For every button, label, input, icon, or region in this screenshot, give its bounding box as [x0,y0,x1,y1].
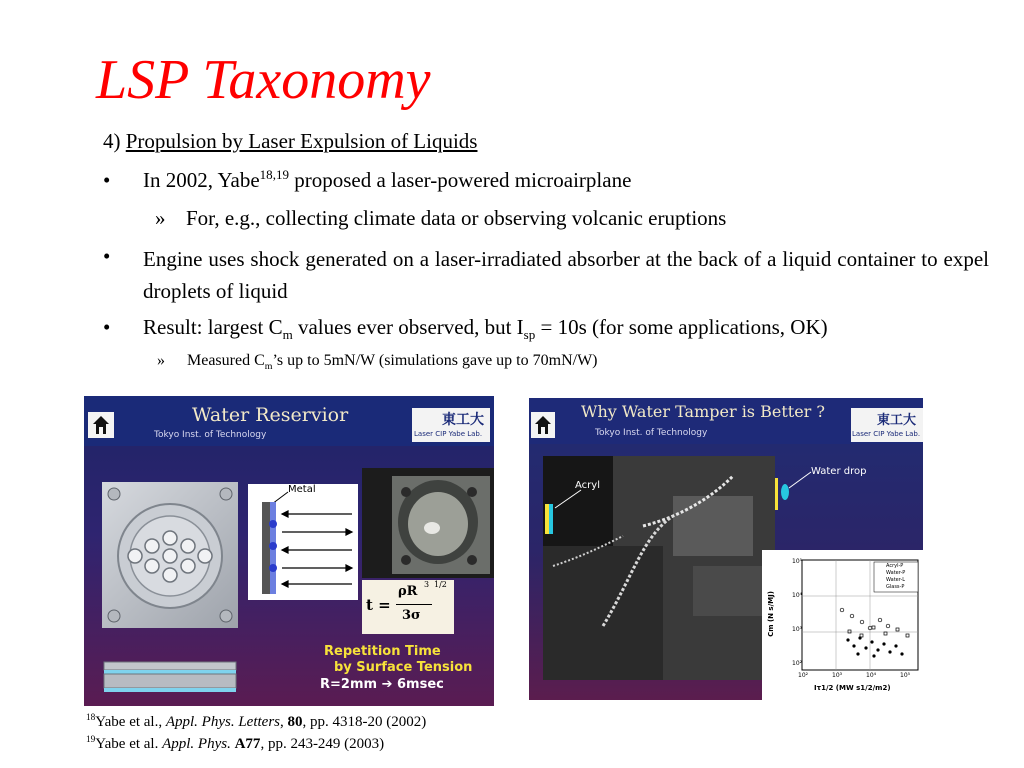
image-title: Why Water Tamper is Better ? [581,402,825,421]
water-tamper-image [529,398,923,700]
citation-superscript: 18,19 [259,167,289,182]
sub-bullet-2 [187,351,598,371]
plot-ytick: 10⁵ [792,558,803,565]
plot-xtick: 10⁵ [900,672,911,679]
plot-legend-item: Water-L [886,577,906,583]
sub-bullet-1: For, e.g., collecting climate data or observing volcanic eruptions [186,206,727,230]
formula-exponent: 1/2 [434,580,447,589]
bullet-2: Engine uses shock generated on a laser-irradiated absorber at the back of a liquid container to expel droplets of liquid [143,247,989,303]
formula-lhs: t = [366,596,391,614]
slide-title: LSP Taxonomy [96,49,431,111]
reference-authors: Yabe et al., [95,714,166,730]
acryl-label: Acryl [575,480,600,491]
plot-ytick: 10⁴ [792,592,803,599]
water-drop-marker [775,478,778,510]
bullet-3-text-mid: values ever observed, but I [292,315,524,339]
bullet-marker: • [103,168,111,192]
reference-pages: , pp. 4318-20 (2002) [302,714,427,730]
plot-ytick: 10³ [792,626,803,633]
reference-authors: Yabe et al. [95,736,163,752]
fraction-bar [396,604,432,605]
section-number: 4) [103,129,121,153]
tokyo-tech-logo [531,412,555,438]
bullet-1-text-end: proposed a laser-powered microairplane [288,168,632,192]
sub-bullet-2-text: Measured C [187,352,265,369]
subscript-m: m [282,327,293,343]
bullet-3-text-end: = 10s (for some applications, OK) [535,315,828,339]
caption-line-3 [320,677,444,692]
bullet-3-text: Result: largest C [143,315,283,339]
reference-18 [86,713,426,731]
bullet-1-text: In 2002, Yabe [143,168,260,192]
caption-line-1: Repetition Time [324,644,441,659]
water-reservior-image [84,396,494,706]
lab-logo [412,408,490,442]
caption-time: 6msec [397,677,444,692]
sub-bullet-2-text-end: ’s up to 5mN/W (simulations gave up to 70mN/W) [272,352,598,369]
bullet-marker: • [103,244,111,268]
lab-logo-kanji: 東工大 [442,412,484,428]
metal-diagram-drawing [248,484,358,600]
metal-label: Metal [288,484,316,495]
caption-line-2: by Surface Tension [334,660,473,675]
lab-logo-kanji: 東工大 [877,413,917,428]
plot-ytick: 10² [792,660,803,667]
reference-journal: Appl. Phys. Letters [165,714,280,730]
formula-numerator: ρR [398,584,418,599]
reference-volume: A77 [234,736,261,752]
metal-diagram [248,484,358,600]
reference-journal: Appl. Phys. [162,736,231,752]
lab-logo-text: Laser CIP Yabe Lab. [852,430,921,438]
sub-bullet-marker: » [155,206,166,230]
plot-legend-item: Glass-P [886,584,905,590]
plot-xtick: 10² [798,672,809,679]
plot-legend-item: Acryl-P [886,563,904,569]
water-drop-label: Water drop [811,466,867,477]
bullet-marker: • [103,315,111,339]
plot-xtick: 10⁴ [866,672,877,679]
reference-volume: 80 [287,714,303,730]
reference-separator: , [280,714,288,730]
reservoir-front-view [102,482,238,628]
reference-19 [86,735,384,753]
section-heading-text: Propulsion by Laser Expulsion of Liquids [125,129,478,153]
plot-xlabel: Iτ1/2 (MW s1/2/m2) [814,684,891,692]
plot-xtick: 10³ [832,672,843,679]
water-drop-pointer [787,470,813,490]
lab-logo-text: Laser CIP Yabe Lab. [414,430,483,438]
bullet-1 [143,167,631,193]
arrow-right-icon: ➔ [381,677,393,692]
caption-radius: R=2mm [320,677,378,692]
image-title: Water Reservior [192,404,349,426]
reference-pages: , pp. 243-249 (2003) [260,736,385,752]
sub-bullet-marker: » [157,352,165,369]
institution-label: Tokyo Inst. of Technology [154,430,267,440]
subscript-m: m [264,361,273,373]
formula-denominator: 3σ [402,608,421,623]
surface-tension-formula [362,580,454,634]
bullet-3 [143,314,828,343]
reservoir-side-view [102,656,238,698]
section-heading [103,128,477,154]
reservoir-photo [362,468,494,578]
institution-label: Tokyo Inst. of Technology [595,428,708,438]
reservoir-front-drawing [102,482,238,628]
formula-numerator-exponent: 3 [424,580,430,589]
plot-ylabel: Cm (N s/MJ) [766,591,775,637]
lab-logo [851,408,923,442]
subscript-sp: sp [523,327,536,343]
plot-legend-item: Water-P [886,570,906,576]
reference-number: 19 [86,735,96,745]
cm-plot-inset [762,550,923,700]
reference-number: 18 [86,713,96,723]
tokyo-tech-logo [88,412,114,438]
acryl-pointer [553,488,583,510]
